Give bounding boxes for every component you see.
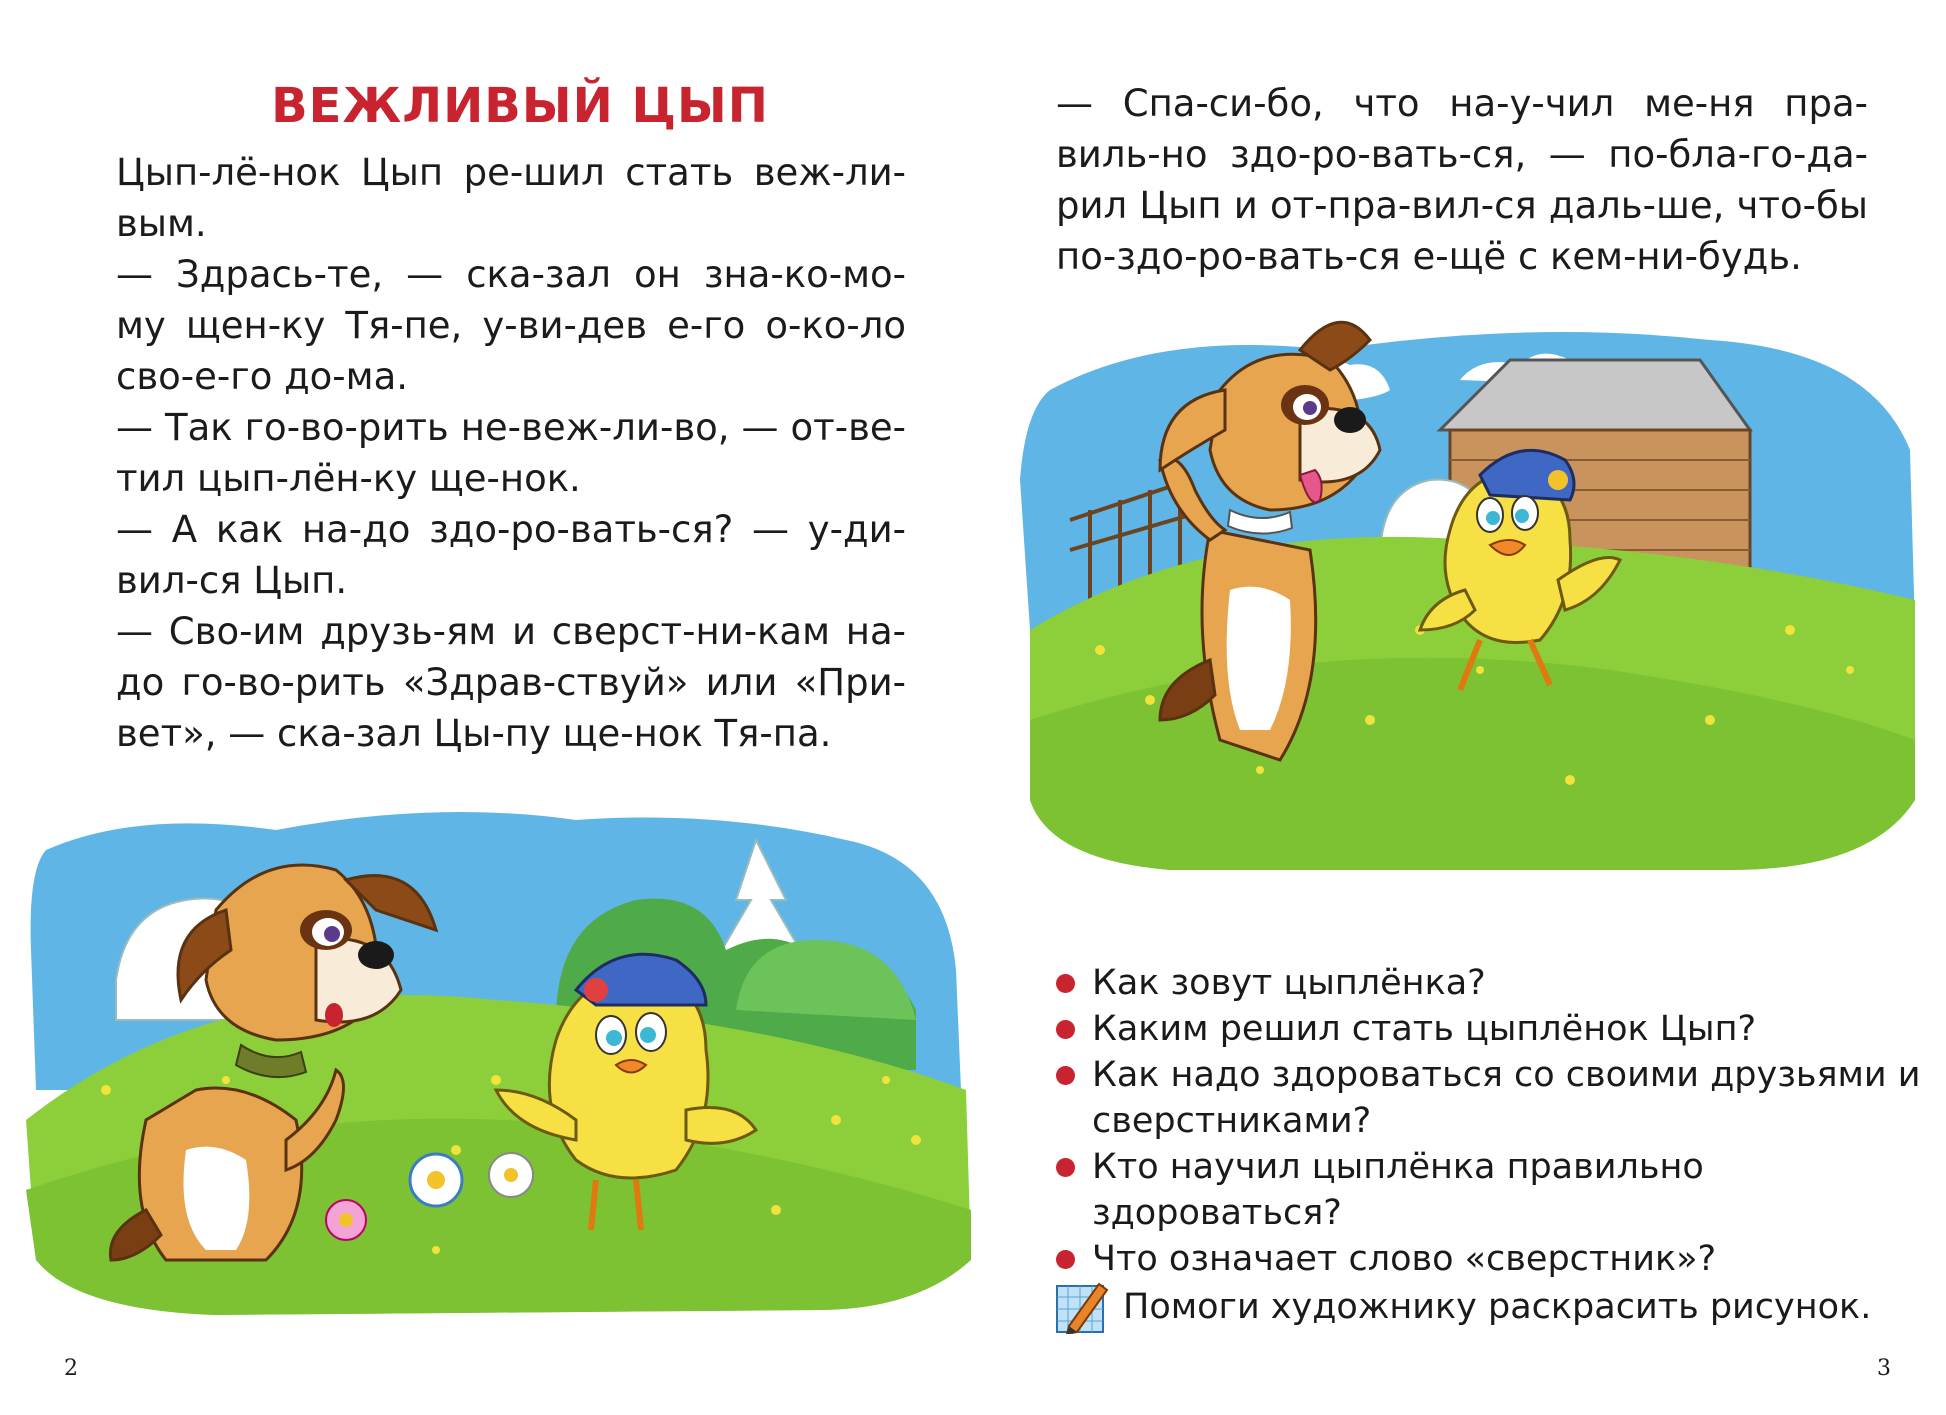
question-text: Кто научил цыплёнка правильно здороваться? — [1092, 1147, 1704, 1233]
puppy-waving-and-chick-illustration — [1010, 300, 1920, 890]
story-title: ВЕЖЛИВЫЙ ЦЫП — [271, 78, 769, 134]
page-number-right: 3 — [1877, 1356, 1891, 1381]
text-line: вет», — ска-зал Цы-пу ще-нок Тя-па. — [116, 712, 832, 755]
text-line: Цып-лё-нок Цып ре-шил стать веж-ли- — [116, 151, 906, 194]
page-number-left: 2 — [64, 1356, 78, 1381]
question-item — [1052, 1144, 1884, 1236]
right-page-text — [1056, 78, 1868, 282]
puppy-and-chick-illustration — [16, 790, 976, 1330]
text-line: вым. — [116, 202, 207, 245]
text-line: — Так го-во-рить не-веж-ли-во, — от-ве- — [116, 406, 906, 449]
text-line: вил-ся Цып. — [116, 559, 348, 602]
bullet-icon — [1056, 974, 1075, 993]
bullet-icon — [1056, 1066, 1075, 1085]
text-line: до го-во-рить «Здрав-ствуй» или «При- — [116, 661, 906, 704]
task-text: Помоги художнику раскрасить рисунок. — [1123, 1287, 1872, 1327]
question-item — [1052, 1236, 1884, 1282]
question-item — [1052, 1052, 1921, 1144]
bullet-icon — [1056, 1020, 1075, 1039]
puppy-waving-and-chick-icon — [1010, 300, 1920, 890]
text-line: по-здо-ро-вать-ся е-щё с кем-ни-будь. — [1056, 235, 1802, 278]
bullet-icon — [1056, 1158, 1075, 1177]
text-line: му щен-ку Тя-пе, у-ви-дев е-го о-ко-ло — [116, 304, 906, 347]
question-text: Что означает слово «сверстник»? — [1092, 1239, 1717, 1279]
question-text: Каким решил стать цыплёнок Цып? — [1092, 1009, 1757, 1049]
text-line: — Сво-им друзь-ям и сверст-ни-кам на- — [116, 610, 906, 653]
questions-list — [1052, 960, 1921, 1282]
puppy-and-chick-icon — [16, 790, 976, 1330]
question-text: Как зовут цыплёнка? — [1092, 963, 1486, 1003]
text-line: — Здрась-те, — ска-зал он зна-ко-мо- — [116, 253, 906, 296]
text-line: — Спа-си-бо, что на-у-чил ме-ня пра- — [1056, 82, 1868, 125]
question-item — [1052, 960, 1884, 1006]
pencil-grid-icon — [1055, 1280, 1111, 1334]
text-line: сво-е-го до-ма. — [116, 355, 409, 398]
question-item — [1052, 1006, 1884, 1052]
question-text-continuation: сверстниками? — [1092, 1101, 1372, 1141]
text-line: рил Цып и от-пра-вил-ся даль-ше, что-бы — [1056, 184, 1868, 227]
text-line: виль-но здо-ро-вать-ся, — по-бла-го-да- — [1056, 133, 1868, 176]
question-text: Как надо здороваться со своими друзьями и — [1092, 1055, 1921, 1095]
text-line: — А как на-до здо-ро-вать-ся? — у-ди- — [116, 508, 906, 551]
bullet-icon — [1056, 1250, 1075, 1269]
left-page-text — [116, 147, 906, 759]
text-line: тил цып-лён-ку ще-нок. — [116, 457, 581, 500]
coloring-task — [1055, 1280, 1871, 1334]
